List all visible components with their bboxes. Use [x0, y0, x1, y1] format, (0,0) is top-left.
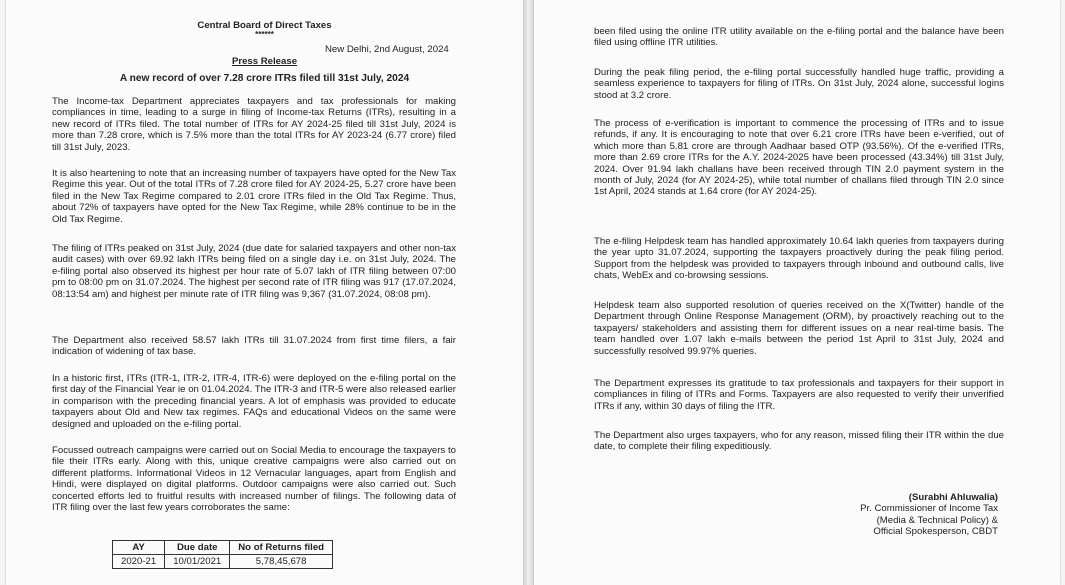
left-page — [6, 0, 523, 585]
table-header-row — [113, 541, 333, 555]
table-header-ay: AY — [113, 541, 165, 555]
paragraph-6: Focussed outreach campaigns were carried out on Social Media to encourage the taxpayers to file their ITRs early. Along with this, unique creative campaigns were also carried out on different platforms. Informational Videos in 12 Vernacular languages, apart from English and Hindi, were displayed on digital platforms. Outdoor campaigns were also carried out. Such concerted efforts led to fruitful results with increased number of filings. The following data of ITR filing over the last few years corroborates the same: — [52, 445, 456, 514]
page-gutter — [523, 0, 534, 585]
signature-block — [764, 492, 998, 538]
press-release-label: Press Release — [231, 56, 298, 67]
paragraph-5: In a historic first, ITRs (ITR-1, ITR-2, ITR-4, ITR-6) were deployed on the e-filing portal on the first day of the Financial Year ie on 01.04.2024. The ITR-3 and ITR-5 were also released earlier in comparison with the preceding financial years. A lot of emphasis was provided to educate taxpayers about Old and New tax regimes. FAQs and educational Videos on the same were designed and uploaded on the e-filing portal. — [52, 373, 456, 430]
itr-filing-table — [112, 540, 333, 569]
signatory-line-2: (Media & Technical Policy) & — [876, 514, 998, 526]
paragraph-r6: The Department also urges taxpayers, who for any reason, missed filing their ITR within the due date, to complete their filing expeditiously. — [594, 430, 1004, 453]
paragraph-1: The Income-tax Department appreciates taxpayers and tax professionals for making compliances in time, leading to a surge in filing of Income-tax Returns (ITRs), resulting in a new record of ITRs filed. The total number of ITRs for AY 2024-25 filed till 31st July, 2024 is more than 7.28 crore, which is 7.5% more than the total ITRs for AY 2023-24 (6.77 crore) filed till 31st July, 2023. — [52, 96, 456, 153]
paragraph-r5: The Department expresses its gratitude to tax professionals and taxpayers for their support in compliances in filing of ITRs and Forms. Taxpayers are also requested to verify their unverified ITRs if any, within 30 days of filing the ITR. — [594, 378, 1004, 412]
right-page — [534, 0, 1060, 585]
table-header-due-date: Due date — [165, 541, 230, 555]
table-cell: 10/01/2021 — [165, 555, 230, 569]
paragraph-r4: Helpdesk team also supported resolution of queries received on the X(Twitter) handle of the Department through Online Response Management (ORM), by proactively reaching out to the taxpayers/ stakeholders and assisting them for different issues on a near real-time basis. The team handled over 1.07 lakh e-mails between the period 1st April to 31st July, 2024 and successfully resolved 99.97% queries. — [594, 300, 1004, 357]
header-stars: ****** — [255, 30, 274, 39]
headline: A new record of over 7.28 crore ITRs filed till 31st July, 2024 — [119, 73, 410, 84]
signatory-name: (Surabhi Ahluwalia) — [908, 492, 998, 503]
paragraph-r3: The e-filing Helpdesk team has handled approximately 10.64 lakh queries from taxpayers during the year upto 31.07.2024, supporting the taxpayers proactively during the peak filing period. Support from the helpdesk was provided to taxpayers through inbound and outbound calls, live chats, WebEx and co-browsing sessions. — [594, 236, 1004, 282]
paragraph-3: The filing of ITRs peaked on 31st July, 2024 (due date for salaried taxpayers and other non-tax audit cases) with over 69.92 lakh ITRs being filed on a single day i.e. on 31st July, 2024. The e-filing portal also observed its highest per hour rate of 5.07 lakh of ITR filing between 07:00 pm to 08:00 pm on 31.07.2024. The highest per second rate of ITR filing was 917 (17.07.2024, 08:13:54 am) and highest per minute rate of ITR filing was 9,367 (31.07.2024, 08:08 pm). — [52, 243, 456, 300]
paragraph-2: It is also heartening to note that an increasing number of taxpayers have opted for the New Tax Regime this year. Out of the total ITRs of 7.28 crore filed for AY 2024-25, 5.27 crore have been filed in the New Tax Regime compared to 2.01 crore ITRs filed in the Old Tax Regime. Thus, about 72% of taxpayers have opted for the New Tax Regime, while 28% continue to be in the Old Tax Regime. — [52, 168, 456, 225]
paragraph-4: The Department also received 58.57 lakh ITRs till 31.07.2024 from first time filers, a fair indication of widening of tax base. — [52, 335, 456, 358]
table-header-returns: No of Returns filed — [230, 541, 333, 555]
release-date: New Delhi, 2nd August, 2024 — [325, 44, 449, 55]
header-title: Central Board of Direct Taxes — [197, 20, 332, 31]
signatory-line-3: Official Spokesperson, CBDT — [873, 526, 998, 538]
table-row — [113, 555, 333, 569]
table-cell: 2020-21 — [113, 555, 165, 569]
signatory-line-1: Pr. Commissioner of Income Tax — [860, 503, 998, 515]
paragraph-r1: During the peak filing period, the e-filing portal successfully handled huge traffic, providing a seamless experience to taxpayers for filing of ITRs. On 31st July, 2024 alone, successful logins stood at 3.2 crore. — [594, 67, 1004, 101]
paragraph-r0: been filed using the online ITR utility available on the e-filing portal and the balance have been filed using offline ITR utilities. — [594, 26, 1004, 49]
table-cell: 5,78,45,678 — [230, 555, 333, 569]
paragraph-r2: The process of e-verification is important to commence the processing of ITRs and to issue refunds, if any. It is encouraging to note that over 6.21 crore ITRs have been e-verified, out of which more than 5.81 crore are through Aadhaar based OTP (93.56%). Of the e-verified ITRs, more than 2.69 crore ITRs for the A.Y. 2024-2025 have been processed (43.34%) till 31st July, 2024. Over 91.94 lakh challans have been received through TIN 2.0 payment system in the month of July, 2024 (for AY 2024-25), while total number of challans filed through TIN 2.0 since 1st April, 2024 stands at 1.64 crore (for AY 2024-25). — [594, 118, 1004, 198]
